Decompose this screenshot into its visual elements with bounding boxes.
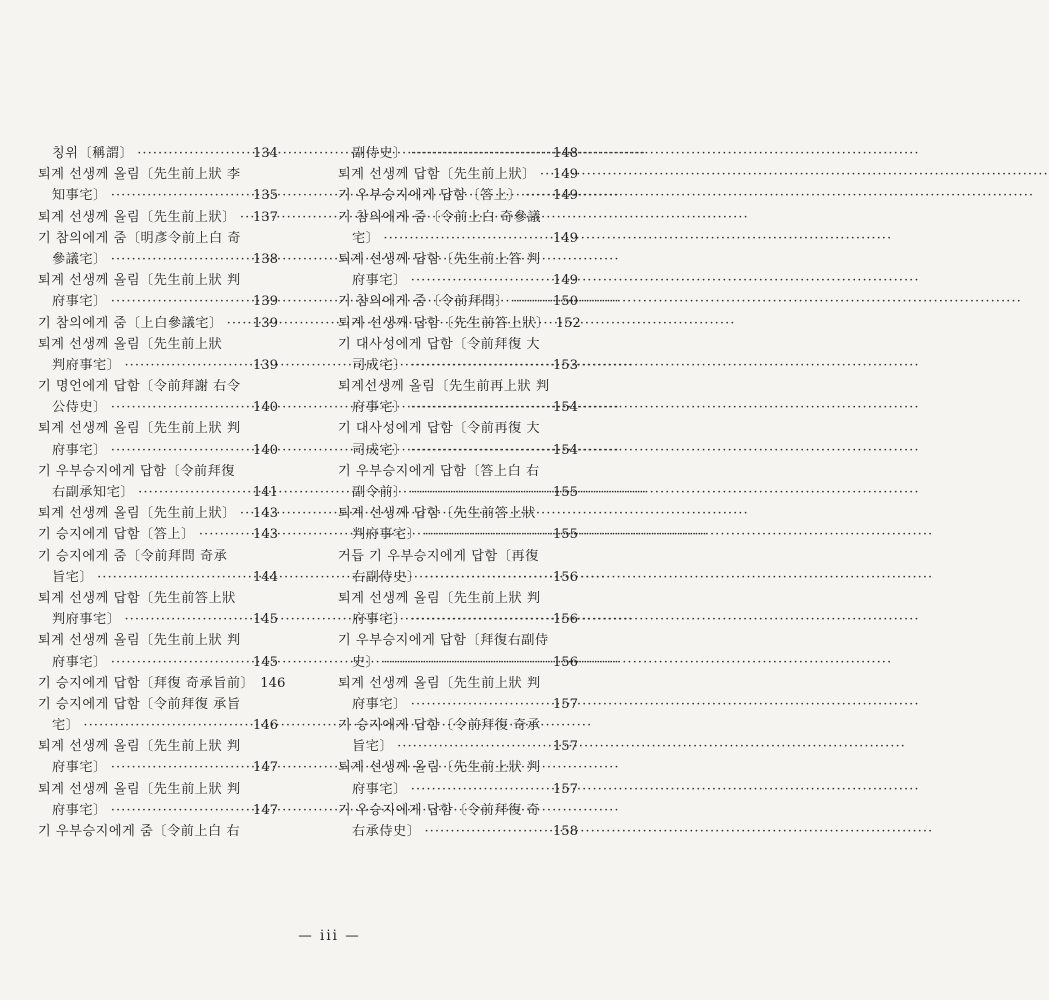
toc-page-number: 155: [552, 527, 578, 543]
toc-leader-dots: [540, 164, 551, 185]
toc-leader-dots: [97, 567, 251, 588]
toc-leader-dots: [124, 355, 250, 376]
toc-entry-line: [38, 313, 278, 334]
toc-page-number: 147: [252, 802, 278, 818]
toc-leader-dots: [111, 249, 251, 270]
toc-page-number: 143: [252, 527, 278, 543]
toc-entry-text: 參議宅〕: [52, 251, 107, 267]
toc-entry-text: 퇴계 선생께 올림〔先生前上狀 判: [38, 739, 241, 755]
toc-page-number: 140: [252, 442, 278, 458]
toc-entry-line: [338, 546, 578, 567]
toc-entry-text: 府事宅〕: [352, 400, 407, 416]
toc-entry-text: 府事宅〕: [352, 273, 407, 289]
toc-leader-dots: [411, 143, 551, 164]
toc-entry-line: [338, 461, 578, 482]
toc-entry-text: 퇴계 선생께 답함〔先生前答上狀: [38, 590, 236, 606]
toc-leader-dots: [199, 524, 251, 545]
toc-entry-text: 기 참의에게 줌〔上白參議宅〕: [38, 315, 223, 331]
toc-page-number: 149: [552, 167, 578, 183]
toc-entry-text: 기 대사성에게 답함〔令前再復 大: [338, 421, 541, 437]
toc-page-number: 146: [260, 675, 286, 691]
toc-page-number: 154: [552, 400, 578, 416]
toc-entry-text: 府事宅〕: [52, 294, 107, 310]
toc-entry-line: [338, 652, 578, 673]
page-footer-number: — iii —: [298, 928, 361, 944]
toc-entry-line: [338, 291, 578, 312]
toc-entry-text: 司成宅〕: [352, 442, 407, 458]
toc-entry-text: 기 승지에게 답함〔拜復 奇承旨前〕: [38, 675, 255, 691]
toc-page-number: 141: [252, 485, 278, 500]
toc-entry-text: 기 명언에게 답함〔令前拜謝 右令: [38, 379, 241, 395]
toc-entry-text: 府事宅〕: [52, 442, 107, 458]
toc-entry-text: 旨宅〕: [52, 569, 94, 585]
toc-entry-text: 右副侍史〕: [352, 569, 421, 585]
toc-page-number: 149: [552, 273, 578, 289]
toc-entry-line: [338, 249, 578, 270]
toc-entry-line: [38, 143, 278, 164]
toc-page-number: 154: [552, 442, 578, 458]
toc-entry-text: 府事宅〕: [52, 802, 107, 818]
toc-entry-line: [38, 207, 278, 228]
toc-entry-line: [38, 779, 278, 800]
toc-entry-text: 기 참의에게 줌〔明彥令前上白 奇: [38, 230, 242, 246]
toc-page-number: 157: [552, 696, 578, 712]
toc-entry-text: 기 참의에게 줌〔令前拜問〕: [338, 294, 509, 310]
toc-entry-text: 기 우부승지에게 답함〔答上〕: [338, 188, 522, 204]
toc-leader-dots: [227, 313, 251, 334]
toc-entry-text: 퇴계 선생께 답함〔先生前答上狀〕: [338, 315, 550, 331]
toc-entry-line: [38, 821, 278, 842]
toc-entry-text: 史〕: [352, 654, 380, 670]
toc-entry-text: 副侍史〕: [352, 146, 407, 161]
toc-leader-dots: [411, 270, 551, 291]
toc-entry-line: [338, 270, 578, 291]
toc-page-number: 137: [252, 209, 278, 225]
toc-page-number: 152: [555, 315, 581, 331]
toc-page-number: 139: [252, 315, 278, 331]
toc-entry-text: 거듭 기 우부승지에게 답함〔再復: [338, 548, 539, 564]
toc-page-number: 138: [252, 251, 278, 267]
toc-entry-text: 퇴계 선생께 올림〔先生前上狀 判: [338, 675, 541, 691]
toc-leader-dots: [111, 397, 251, 418]
toc-leader-dots: [424, 567, 550, 588]
toc-entry-text: 府事宅〕: [352, 612, 407, 628]
toc-page-number: 145: [252, 612, 278, 628]
toc-page-number: 150: [552, 294, 578, 310]
toc-entry-line: [338, 694, 578, 715]
toc-entry-line: [338, 503, 578, 524]
toc-entry-line: [338, 143, 578, 164]
toc-entry-text: 司成宅〕: [352, 357, 407, 373]
toc-entry-text: 宅〕: [352, 230, 380, 246]
toc-leader-dots: [525, 185, 551, 206]
toc-leader-dots: [111, 440, 251, 461]
toc-entry-line: [38, 524, 278, 545]
toc-entry-line: [338, 355, 578, 376]
toc-entry-text: 기 승지에게 줌〔令前拜問 奇承: [38, 548, 228, 564]
toc-entry-text: 퇴계 선생께 올림〔先生前上狀 判: [38, 781, 241, 797]
toc-entry-line: [338, 757, 578, 778]
toc-entry-line: [338, 376, 578, 397]
toc-entry-line: [38, 588, 278, 609]
toc-entry-line: [38, 249, 278, 270]
toc-entry-line: [338, 779, 578, 800]
toc-leader-dots: [137, 143, 251, 164]
toc-page-number: 156: [552, 569, 578, 585]
toc-entry-line: [38, 694, 278, 715]
toc-page-number: 139: [252, 357, 278, 373]
toc-leader-dots: [240, 503, 251, 524]
toc-leader-dots: [411, 355, 551, 376]
toc-entry-line: [38, 567, 278, 588]
toc-entry-line: [38, 673, 286, 694]
toc-entry-text: 副令前〕: [352, 485, 407, 500]
toc-entry-line: [338, 673, 578, 694]
toc-page-number: 156: [552, 654, 578, 670]
toc-entry-line: [38, 736, 278, 757]
toc-entry-line: [38, 652, 278, 673]
toc-entry-line: [38, 440, 278, 461]
toc-entry-text: 퇴계 선생께 올림〔先生前上狀 判: [38, 421, 241, 437]
toc-entry-text: 기 승지에게 답함〔令前拜復 承旨: [38, 696, 241, 712]
toc-entry-line: [338, 397, 578, 418]
toc-leader-dots: [383, 228, 550, 249]
toc-entry-line: [38, 609, 278, 630]
toc-entry-text: 府事宅〕: [352, 696, 407, 712]
toc-leader-dots: [513, 291, 551, 312]
toc-page-number: 149: [552, 230, 578, 246]
toc-page-number: 143: [252, 506, 278, 522]
toc-page-number: 153: [552, 357, 578, 373]
toc-entry-text: 퇴계 선생께 답함〔先生前上狀〕: [338, 167, 536, 183]
toc-leader-dots: [240, 207, 251, 228]
toc-entry-text: 퇴계 선생께 올림〔先生前上狀 判: [38, 633, 241, 649]
toc-leader-dots: [124, 609, 250, 630]
toc-entry-line: [38, 376, 278, 397]
toc-entry-line: [338, 800, 578, 821]
toc-page-number: 135: [252, 188, 278, 204]
toc-entry-text: 퇴계 선생께 올림〔先生前上狀 李: [38, 167, 241, 183]
toc-entry-line: [338, 440, 578, 461]
toc-leader-dots: [424, 821, 550, 842]
toc-page-number: 156: [552, 612, 578, 628]
toc-entry-text: 기 우부승지에게 답함〔答上白 右: [338, 463, 540, 479]
toc-leader-dots: [411, 482, 551, 503]
toc-page-number: 147: [252, 760, 278, 776]
toc-entry-text: 기 승지에게 답함〔答上〕: [38, 527, 195, 543]
toc-entry-line: [338, 418, 578, 439]
toc-entry-line: [338, 524, 578, 545]
toc-entry-text: 기 우승지에게 답함〔令前拜復 奇: [338, 802, 541, 818]
toc-entry-line: [38, 270, 278, 291]
toc-entry-line: [38, 800, 278, 821]
toc-leader-dots: [111, 652, 251, 673]
toc-page-number: 134: [252, 146, 278, 161]
toc-entry-line: [338, 228, 578, 249]
toc-leader-dots: [424, 524, 550, 545]
toc-page-number: 148: [552, 146, 578, 161]
toc-entry-text: 判府事宅〕: [52, 357, 121, 373]
toc-leader-dots: [111, 185, 251, 206]
toc-page-number: 158: [552, 824, 578, 839]
toc-entry-text: 右承侍史〕: [352, 824, 421, 839]
toc-entry-text: 知事宅〕: [52, 188, 107, 204]
toc-page-number: 155: [552, 485, 578, 500]
toc-page-number: 157: [552, 781, 578, 797]
toc-entry-text: 기 승지에게 답함〔令前拜復 奇承: [338, 718, 541, 734]
toc-entry-line: [38, 757, 278, 778]
toc-entry-text: 퇴계 선생께 올림〔先生前上狀: [38, 336, 223, 352]
toc-page-number: 149: [552, 188, 578, 204]
toc-entry-line: [38, 355, 278, 376]
toc-leader-dots: [411, 397, 551, 418]
toc-entry-line: [338, 630, 578, 651]
toc-entry-text: 퇴계 선생께 올림〔先生前上狀 判: [38, 273, 241, 289]
toc-entry-text: 判府事宅〕: [52, 612, 121, 628]
toc-entry-text: 퇴계 선생께 올림〔先生前上狀 判: [338, 590, 541, 606]
toc-entry-text: 기 대사성에게 답함〔令前拜復 大: [338, 336, 541, 352]
toc-entry-text: 퇴계선생께 올림〔先生前再上狀 判: [338, 379, 550, 395]
toc-entry-line: [38, 397, 278, 418]
toc-leader-dots: [411, 694, 551, 715]
toc-entry-text: 기 우부승지에게 답함〔令前拜復: [38, 463, 235, 479]
toc-entry-line: [38, 185, 278, 206]
toc-column-right: [338, 143, 581, 842]
toc-entry-line: [338, 609, 578, 630]
toc-entry-line: [38, 164, 278, 185]
toc-entry-line: [38, 291, 278, 312]
toc-entry-text: 右副承知宅〕: [52, 485, 135, 500]
toc-leader-dots: [111, 800, 251, 821]
toc-leader-dots: [397, 736, 551, 757]
toc-entry-line: [38, 630, 278, 651]
toc-entry-line: [338, 736, 578, 757]
toc-page-number: 157: [552, 739, 578, 755]
toc-entry-line: [338, 567, 578, 588]
toc-leader-dots: [111, 757, 251, 778]
toc-entry-text: 기 우부승지에게 답함〔拜復右副侍: [338, 633, 549, 649]
toc-entry-text: 宅〕: [52, 718, 80, 734]
toc-entry-line: [338, 588, 578, 609]
toc-entry-line: [38, 546, 278, 567]
toc-leader-dots: [383, 652, 550, 673]
toc-entry-text: 府事宅〕: [52, 654, 107, 670]
toc-page-number: 140: [252, 400, 278, 416]
toc-entry-text: 퇴계 선생께 올림〔先生前上狀〕: [38, 506, 236, 522]
toc-page-number: 139: [252, 294, 278, 310]
toc-entry-text: 府事宅〕: [52, 760, 107, 776]
toc-entry-text: 퇴계 선생께 답함〔先生前答上狀: [338, 506, 536, 522]
toc-page-number: 145: [252, 654, 278, 670]
toc-entry-line: [38, 503, 278, 524]
toc-column-left: [38, 143, 286, 842]
toc-page-number: 144: [252, 569, 278, 585]
toc-entry-text: 퇴계 선생께 올림〔先生前上狀〕: [38, 209, 236, 225]
toc-entry-text: 칭위〔稱謂〕: [52, 146, 134, 161]
toc-entry-line: [338, 821, 578, 842]
toc-leader-dots: [411, 440, 551, 461]
toc-entry-line: [338, 164, 578, 185]
toc-entry-line: [338, 185, 578, 206]
toc-entry-text: 기 참의에게 줌〔令前上白 奇參議: [338, 209, 542, 225]
toc-entry-text: 公侍史〕: [52, 400, 107, 416]
toc-entry-text: 기 우부승지에게 줌〔令前上白 右: [38, 824, 241, 839]
toc-leader-dots: [83, 715, 250, 736]
toc-entry-text: 府事宅〕: [352, 781, 407, 797]
toc-entry-line: [38, 715, 278, 736]
toc-entry-text: 퇴계 선생께 올림〔先生前上狀 判: [338, 760, 541, 776]
toc-entry-text: 判府事宅〕: [352, 527, 421, 543]
toc-leader-dots: [138, 482, 251, 503]
toc-entry-line: [38, 418, 278, 439]
toc-entry-line: [38, 461, 278, 482]
toc-entry-line: [338, 482, 578, 503]
toc-entry-text: 旨宅〕: [352, 739, 394, 755]
toc-leader-dots: [111, 291, 251, 312]
toc-entry-line: [338, 715, 578, 736]
toc-entry-line: [338, 207, 578, 228]
toc-entry-line: [338, 313, 581, 334]
toc-entry-line: [338, 334, 578, 355]
toc-leader-dots: [411, 609, 551, 630]
toc-leader-dots: [411, 779, 551, 800]
toc-entry-line: [38, 482, 278, 503]
toc-entry-text: 퇴계 선생께 답함〔先生前上答 判: [338, 251, 541, 267]
toc-page-number: 146: [252, 718, 278, 734]
toc-entry-line: [38, 334, 278, 355]
toc-entry-line: [38, 228, 278, 249]
